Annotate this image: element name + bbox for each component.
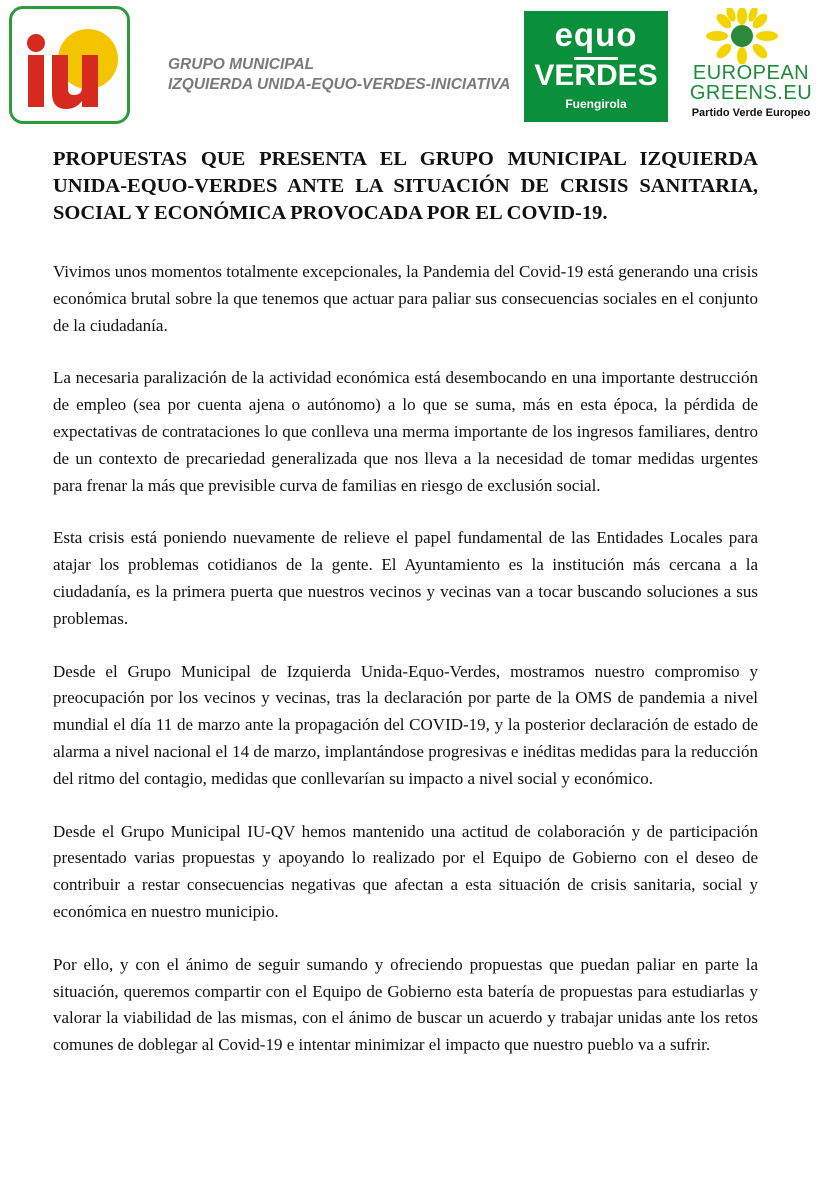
iu-letter-i-stem [28, 55, 44, 107]
document-title: PROPUESTAS QUE PRESENTA EL GRUPO MUNICIPAL IZQUIERDA UNIDA-EQUO-VERDES ANTE LA SITUACIÓN DE CRISIS SANITARIA, SOCIAL Y ECONÓMICA PROVOCADA POR EL COVID-19. [53, 148, 758, 224]
sunflower-icon [699, 8, 785, 64]
greens-logo-line-1: EUROPEAN [692, 62, 810, 84]
group-name [168, 55, 510, 95]
paragraph-4: Desde el Grupo Municipal de Izquierda Unida-Equo-Verdes, mostramos nuestro compromiso y preocupación por los vecinos y vecinas, tras la declaración por parte de la OMS de pandemia a nivel mundial el día 11 de marzo ante la propagación del COVID-19, y la posterior declaración de estado de alarma a nivel nacional el 14 de marzo, implantándose progresivas e inéditas medidas para la reducción del ritmo del contagio, medidas que conllevarían su impacto a nivel social y económico. [53, 661, 758, 788]
paragraph-1: Vivimos unos momentos totalmente excepcionales, la Pandemia del Covid-19 está generando una crisis económica brutal sobre la que tenemos que actuar para paliar sus consecuencias sociales en el conjunto de la ciudadanía. [53, 262, 758, 335]
group-line-2: IZQUIERDA UNIDA-EQUO-VERDES-INICIATIVA [168, 76, 511, 93]
paragraph-6: Por ello, y con el ánimo de seguir sumando y ofreciendo propuestas que puedan paliar en parte la situación, queremos compartir con el Equipo de Gobierno esta batería de propuestas para estudiarlas y valorar la viabilidad de las mismas, con el ánimo de buscar un acuerdo y trabajar unidas ante los retos comunes de doblegar al Covid-19 e intentar minimizar el impacto que nuestro pueblo va a sufrir. [53, 954, 758, 1055]
paragraph-5: Desde el Grupo Municipal IU-QV hemos mantenido una actitud de colaboración y de participación presentado varias propuestas y apoyando lo realizado por el Equipo de Gobierno con el deseo de contribuir a restar consecuencias negativas que afectan a esta situación de crisis sanitaria, social y económica en nuestro municipio. [53, 821, 758, 921]
paragraph-2: La necesaria paralización de la actividad económica está desembocando en una importante destrucción de empleo (sea por cuenta ajena o autónomo) a lo que se suma, más en esta época, la pérdida de expectativas de contrataciones lo que conlleva una merma importante de los ingresos familiares, dentro de un contexto de precariedad generalizada que nos lleva a la necesidad de tomar medidas urgentes para frenar la más que previsible curva de familias en riesgo de exclusión social. [53, 368, 758, 495]
iu-logo-graphic [12, 9, 127, 121]
equo-verdes-logo [524, 11, 668, 122]
document-body [53, 146, 758, 1059]
group-line-1: GRUPO MUNICIPAL [168, 56, 315, 73]
letterhead [0, 0, 837, 135]
equo-logo-city: Fuengirola [565, 97, 627, 111]
greens-logo-line-2: GREENS.EU [689, 82, 813, 104]
equo-logo-verdes: VERDES [534, 59, 658, 92]
greens-logo-line-3: Partido Verde Europeo [691, 107, 811, 119]
paragraph-3: Esta crisis está poniendo nuevamente de relieve el papel fundamental de las Entidades Locales para atajar los problemas cotidianos de la gente. El Ayuntamiento es la institución más cercana a la ciudadanía, es la primera puerta que nuestros vecinos y vecinas van a tocar buscando soluciones a sus problemas. [53, 528, 758, 628]
european-greens-logo [672, 8, 830, 126]
iu-logo [9, 6, 130, 124]
equo-logo-word: equo [554, 16, 638, 53]
iu-letter-i-dot [27, 34, 45, 52]
